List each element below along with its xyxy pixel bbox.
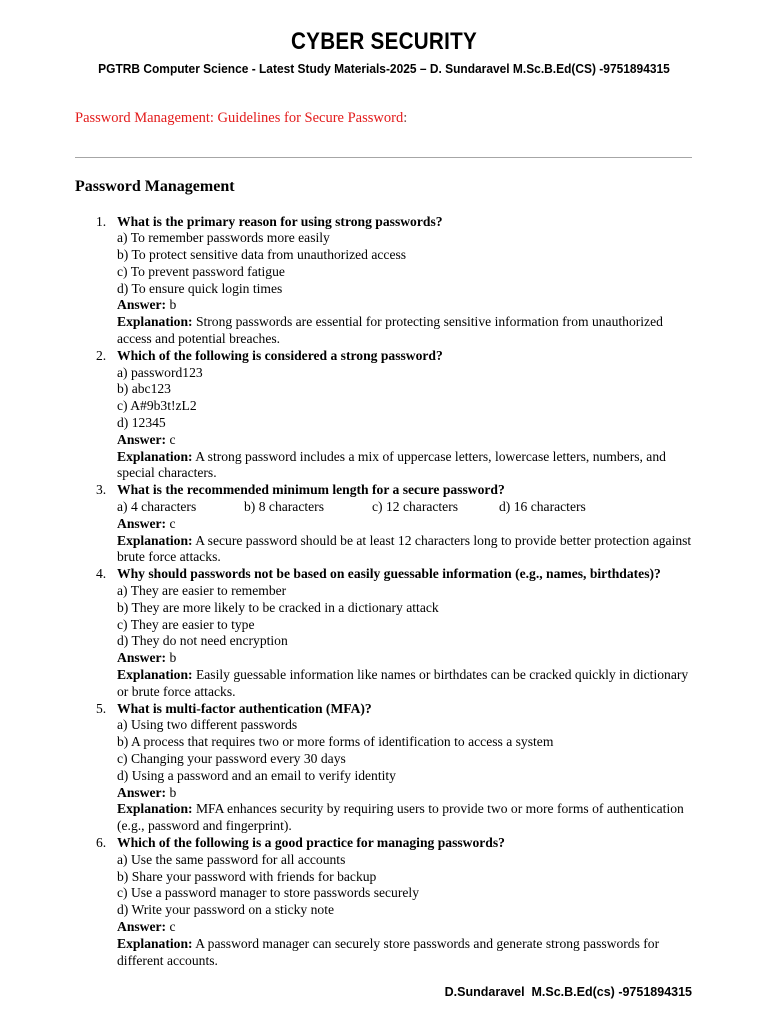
answer-line <box>117 516 696 533</box>
question-number: 6. <box>96 834 107 850</box>
explanation-text: Easily guessable information like names or birthdates can be cracked quickly in dictionary or brute force attacks. <box>117 667 689 699</box>
option-row <box>117 499 696 516</box>
option: c) Changing your password every 30 days <box>117 751 346 766</box>
question-list <box>96 214 696 970</box>
topic-heading-colon: : <box>403 110 408 126</box>
explanation-label: Explanation: <box>117 935 193 951</box>
question-number: 1. <box>96 213 107 229</box>
explanation-text: A secure password should be at least 12 characters long to provide better protection against brute force attacks. <box>117 532 692 565</box>
question-item <box>96 482 696 566</box>
topic-heading <box>75 110 407 127</box>
explanation-label: Explanation: <box>117 448 193 464</box>
option: a) password123 <box>117 364 203 380</box>
answer-value: c <box>166 918 176 934</box>
answer-line <box>117 785 696 802</box>
explanation-label: Explanation: <box>117 532 193 548</box>
option: b) To protect sensitive data from unauthorized access <box>117 247 407 263</box>
option: d) 12345 <box>117 415 166 431</box>
option: c) Use a password manager to store passwords securely <box>117 885 419 901</box>
answer-line <box>117 432 696 449</box>
answer-line <box>117 650 696 667</box>
option: c) They are easier to type <box>117 616 255 632</box>
answer-label: Answer: <box>117 918 167 934</box>
explanation-label: Explanation: <box>117 801 193 817</box>
option: a) They are easier to remember <box>117 583 287 599</box>
option: d) To ensure quick login times <box>117 280 283 296</box>
explanation-label: Explanation: <box>117 667 193 683</box>
answer-line <box>117 919 696 936</box>
topic-heading-text: Password Management: Guidelines for Secure Password <box>75 110 404 126</box>
question-number: 4. <box>96 566 107 582</box>
question-text: Which of the following is a good practice for managing passwords? <box>117 834 505 850</box>
answer-label: Answer: <box>117 431 167 447</box>
option: c) To prevent password fatigue <box>117 263 285 279</box>
question-item <box>96 835 696 969</box>
answer-label: Answer: <box>117 515 167 531</box>
option: c) 12 characters <box>372 499 459 515</box>
section-heading: Password Management <box>75 178 235 195</box>
option: a) Using two different passwords <box>117 717 298 733</box>
explanation-line <box>117 667 696 701</box>
answer-value: c <box>166 431 176 447</box>
explanation-line <box>117 449 696 483</box>
option: a) Use the same password for all accounts <box>117 851 346 867</box>
option: a) To remember passwords more easily <box>117 230 330 246</box>
answer-label: Answer: <box>117 650 167 666</box>
question-text: What is the recommended minimum length for a secure password? <box>117 482 505 498</box>
option: d) 16 characters <box>499 499 586 515</box>
option: b) A process that requires two or more forms of identification to access a system <box>117 734 554 750</box>
answer-label: Answer: <box>117 297 167 313</box>
option: b) abc123 <box>117 381 171 397</box>
option: b) Share your password with friends for backup <box>117 868 377 884</box>
question-text: Why should passwords not be based on easily guessable information (e.g., names, birthdates)? <box>117 566 661 582</box>
answer-value: b <box>166 650 177 666</box>
question-item <box>96 348 696 482</box>
explanation-text: A strong password includes a mix of uppercase letters, lowercase letters, numbers, and special characters. <box>117 448 666 481</box>
option: d) They do not need encryption <box>117 633 288 649</box>
question-text: What is multi-factor authentication (MFA)? <box>117 700 372 716</box>
explanation-text: MFA enhances security by requiring users to provide two or more forms of authentication (e.g., password and fingerprint). <box>117 801 684 834</box>
page-subtitle: PGTRB Computer Science - Latest Study Materials-2025 – D. Sundaravel M.Sc.B.Ed(CS) -9751894315 <box>98 61 670 76</box>
explanation-text: Strong passwords are essential for protecting sensitive information from unauthorized access and potential breaches. <box>117 314 663 347</box>
option: b) They are more likely to be cracked in a dictionary attack <box>117 599 439 615</box>
explanation-line <box>117 533 696 567</box>
question-text: What is the primary reason for using strong passwords? <box>117 213 443 229</box>
answer-label: Answer: <box>117 784 167 800</box>
question-item <box>96 566 696 700</box>
question-item <box>96 214 696 348</box>
page-footer: D.Sundaravel M.Sc.B.Ed(cs) -9751894315 <box>444 985 692 999</box>
explanation-label: Explanation: <box>117 314 193 330</box>
option: b) 8 characters <box>244 499 325 515</box>
question-item <box>96 701 696 835</box>
answer-value: c <box>166 515 176 531</box>
answer-line <box>117 297 696 314</box>
page-title: CYBER SECURITY <box>291 28 477 55</box>
question-number: 2. <box>96 347 107 363</box>
option: a) 4 characters <box>117 499 197 515</box>
answer-value: b <box>166 784 177 800</box>
answer-value: b <box>166 297 177 313</box>
explanation-line <box>117 936 696 970</box>
option: d) Write your password on a sticky note <box>117 902 335 918</box>
option: d) Using a password and an email to verify identity <box>117 767 396 783</box>
question-text: Which of the following is considered a strong password? <box>117 347 443 363</box>
explanation-line <box>117 314 696 348</box>
option: c) A#9b3t!zL2 <box>117 398 197 414</box>
question-number: 3. <box>96 482 107 498</box>
explanation-text: A password manager can securely store passwords and generate strong passwords for different accounts. <box>117 935 660 968</box>
explanation-line <box>117 801 696 835</box>
horizontal-divider <box>75 157 692 158</box>
question-number: 5. <box>96 700 107 716</box>
